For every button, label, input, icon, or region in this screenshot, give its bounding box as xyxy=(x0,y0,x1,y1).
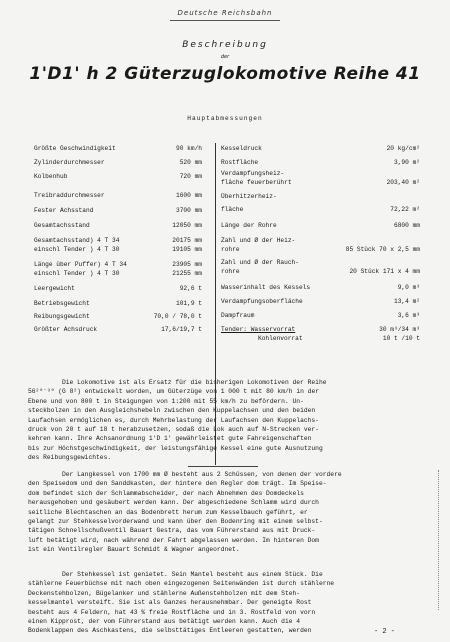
paragraph xyxy=(28,470,423,555)
left-table-value: 101,9 t xyxy=(176,300,202,307)
issuer-header: Deutsche Reichsbahn xyxy=(177,9,273,17)
text-line: druck von 20 t auf 18 t herabzusetzen, sodaß die Lok auch auf N-Strecken ver- xyxy=(28,426,319,434)
right-table-value: 85 Stück 70 x 2,5 mm xyxy=(345,246,420,253)
left-table-value: 23905 mm xyxy=(172,261,202,268)
page-number: - 2 - xyxy=(374,628,396,636)
paragraph xyxy=(28,378,423,463)
right-table-label: Dampfraum xyxy=(221,312,255,319)
right-table-value: 3,90 m² xyxy=(394,159,420,166)
text-line: 56²⁰⁻³⁰ (G 8²) entwickelt worden, um Güterzüge von 1 000 t mit 80 km/h in der xyxy=(28,388,320,396)
text-line: luft betätigt wird, nach während der Fahrt abgelassen werden. Im hinteren Dom xyxy=(28,536,319,544)
right-table-label: Zahl und Ø der Heiz- xyxy=(221,237,296,244)
locomotive-title: 1'D1' h 2 Güterzuglokomotive Reihe 41 xyxy=(29,64,421,84)
text-line: den Speisedom und den Sanddkasten, der hintere den Regler dom trägt. Im Speise- xyxy=(28,480,327,488)
right-table-value: 10 t /10 t xyxy=(382,335,420,342)
left-table-label: Betriebsgewicht xyxy=(34,300,90,307)
left-table-value: 92,6 t xyxy=(179,285,202,292)
left-table-label: Reibungsgewicht xyxy=(34,313,90,320)
text-line: tätigen Schnellschußventil Bauart Gestra, das vom Führerstand aus mit Druck- xyxy=(28,527,316,535)
right-table-value: 30 m³/34 m³ xyxy=(379,326,420,333)
right-table-value: 20 Stück 171 x 4 mm xyxy=(349,268,420,275)
right-table-label: Verdampfungsoberfläche xyxy=(221,298,303,305)
text-line: steckbolzen in den Ausgleichshebeln zwischen den Kuppelachsen und den beiden xyxy=(28,407,316,415)
left-table-value: 70,0 / 78,0 t xyxy=(153,313,202,320)
text-line: Die Lokomotive ist als Ersatz für die bisherigen Lokomotiven der Reihe xyxy=(62,379,327,386)
left-table-value: 20175 mm xyxy=(172,237,202,244)
left-table-label: einschl Tender ) 4 T 30 xyxy=(34,270,120,277)
section-rule xyxy=(188,466,258,467)
left-table-label: Gesamtachsstand xyxy=(34,222,90,229)
text-line: kehren kann. Ihre Achsanordnung 1'D 1' gewährleistet gute Fahreigenschaften xyxy=(28,435,312,443)
right-table-label: fläche xyxy=(221,206,244,213)
text-line: Der Langkessel von 1700 mm Ø besteht aus 2 Schüssen, von denen der vordere xyxy=(62,471,342,478)
text-line: Laufachsen ermöglichen es, durch Mehrbelastung der Laufachsen den Kuppelachs- xyxy=(28,416,319,424)
right-table-value: 9,0 m³ xyxy=(397,284,420,291)
right-table-label: rohre xyxy=(221,246,240,253)
text-line: Ebene und von 800 t in Steigungen von 1:200 mit 55 km/h zu befördern. Un- xyxy=(28,397,304,405)
text-line: bis zur Höchstgeschwindigkeit, der leistungsfähige Kessel eine gute Ausnutzung xyxy=(28,444,323,452)
left-table-value: 17,6/19,7 t xyxy=(161,326,202,333)
right-table-value: 6800 mm xyxy=(394,222,420,229)
right-table-label: Länge der Rohre xyxy=(221,222,277,229)
header-rule xyxy=(170,20,280,21)
text-line: ist ein Ventilregler Bauart Schmidt & Wagner angeordnet. xyxy=(28,546,240,554)
left-table-label: Kolbenhub xyxy=(34,173,68,180)
document-title: Beschreibung xyxy=(182,40,268,50)
text-line: Deckenstehbolzen, Bügelanker und stählerne Außenstehbolzen mit dem Steh- xyxy=(28,589,301,597)
text-line: dom befindet sich der Schlammabscheider, der nach Abnehmen des Domdeckels xyxy=(28,489,304,497)
text-line: stählerne Feuerbüchse mit nach oben eingezogenen Seitenwänden ist durch stählerne xyxy=(28,580,335,588)
left-table-label: einschl Tender ) 4 T 30 xyxy=(34,246,120,253)
right-table-value: 3,6 m³ xyxy=(397,312,420,319)
left-table-value: 3700 mm xyxy=(176,207,202,214)
text-line: seitliche Blechtaschen an das Bodenbrett herum zum Kesselbauch geführt, er xyxy=(28,508,308,516)
left-table-label: Länge über Puffer) 4 T 34 xyxy=(34,261,127,268)
right-table-label: Zahl und Ø der Rauch- xyxy=(221,259,299,266)
text-line: Bodenklappen des Aschkastens, die selbsttätiges Entleeren gestatten, werden xyxy=(28,627,312,635)
margin-mark xyxy=(438,470,439,610)
left-table-value: 90 km/h xyxy=(176,145,202,152)
right-table-value: 203,40 m² xyxy=(386,179,420,186)
right-table-value: 13,4 m² xyxy=(394,298,420,305)
text-line: gelangt zur Stehkesselvorderwand und kann über den Bodenring mit einem selbst- xyxy=(28,518,323,526)
text-line: besteht aus 4 Feldern, hat 43 % freie Rostfläche und in 3. Rostfeld von vorn xyxy=(28,608,316,616)
right-table-label: rohre xyxy=(221,268,240,275)
left-table-value: 21255 mm xyxy=(172,270,202,277)
left-table-label: Zylinderdurchmesser xyxy=(34,159,105,166)
right-table-value: 20 kg/cm² xyxy=(386,145,420,152)
text-line: kesselmantel versteift. Sie ist als Ganzes herausnehmbar. Der geneigte Rost xyxy=(28,599,312,607)
right-table-value: 72,22 m² xyxy=(390,206,420,213)
right-table-label: Kesseldruck xyxy=(221,145,262,152)
right-table-label: Wasserinhalt des Kessels xyxy=(221,284,311,291)
left-table-value: 720 mm xyxy=(179,173,202,180)
right-table-label: Überhitzerheiz- xyxy=(221,193,277,200)
left-table-label: Fester Achsstand xyxy=(34,207,94,214)
document-subtitle: der xyxy=(220,54,230,60)
left-table-value: 12050 mm xyxy=(172,222,202,229)
left-table-label: Treibraddurchmesser xyxy=(34,192,105,199)
right-table-label: fläche feuerberührt xyxy=(221,179,292,186)
text-line: Der Stehkessel ist genietet. Sein Mantel besteht aus einem Stück. Die xyxy=(62,571,323,578)
left-table-label: Größte Geschwindigkeit xyxy=(34,145,116,152)
text-line: des Reibungsgewichtes. xyxy=(28,454,112,462)
left-table-value: 520 mm xyxy=(179,159,202,166)
text-line: herausgehoben und gesäubert werden kann. Der abgeschiedene Schlamm wird durch xyxy=(28,499,319,507)
right-table-label: Verdampfungsheiz- xyxy=(221,170,285,177)
left-table-label: Leergewicht xyxy=(34,285,75,292)
left-table-label: Größter Achsdruck xyxy=(34,326,98,333)
left-table-value: 1600 mm xyxy=(176,192,202,199)
right-table-label: Rostfläche xyxy=(221,159,259,166)
left-table-label: Gesamtachsstand) 4 T 34 xyxy=(34,237,120,244)
text-line: einen Kipprost, der vom Führerstand aus betätigt werden kann. Auch die 4 xyxy=(28,618,301,626)
paragraph xyxy=(28,570,423,636)
section-title: Hauptabmessungen xyxy=(187,115,263,122)
right-table-label: Tender: Wasservorrat xyxy=(221,326,296,333)
right-table-label: Kohlenvorrat xyxy=(258,335,303,342)
left-table-value: 19105 mm xyxy=(172,246,202,253)
